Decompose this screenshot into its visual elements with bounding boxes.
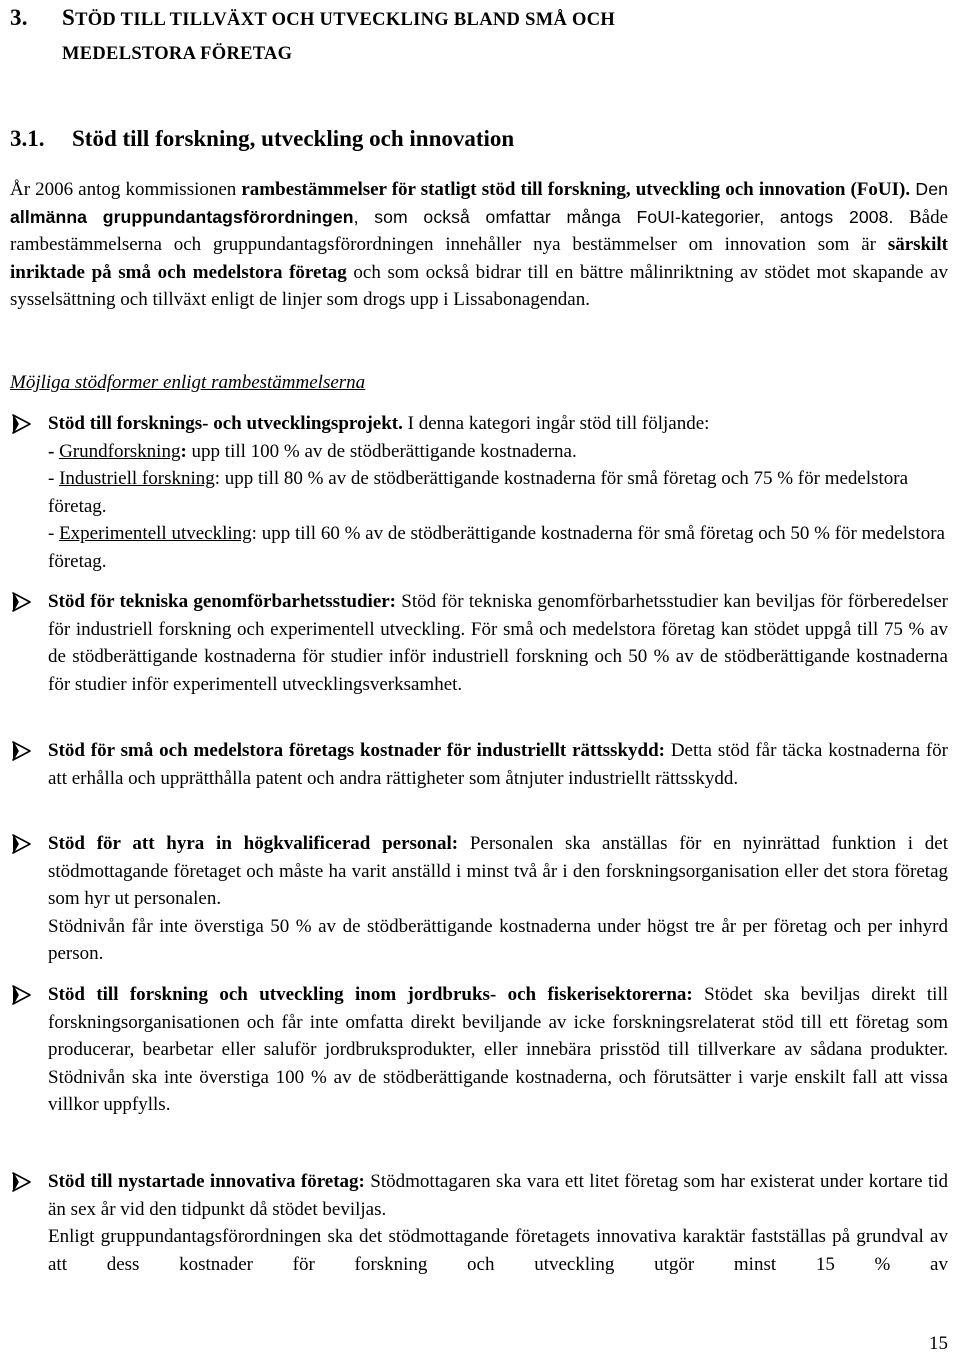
intro-text: Den: [910, 179, 948, 199]
arrowhead-bullet-icon: [10, 413, 32, 435]
subsection-title: Stöd till forskning, utveckling och innovation: [72, 126, 515, 151]
list-item: [10, 588, 948, 698]
arrowhead-bullet-icon: [10, 740, 32, 762]
list-item: [10, 410, 948, 576]
intro-paragraph: [10, 176, 948, 314]
list-item: [10, 981, 948, 1119]
intro-bold: rambestämmelser för statligt stöd till forskning, utveckling och innovation (FoUI).: [241, 179, 911, 200]
dash: -: [48, 440, 60, 462]
colon: :: [180, 440, 187, 462]
intro-text: och som också bidrar till en bättre målinriktning av stödet mot skapande av sysselsättning och tillväxt enligt de linjer som drogs upp i Lissabonagendan.: [10, 261, 948, 311]
arrowhead-bullet-icon: [10, 1171, 32, 1193]
item-text: upp till 80 % av de stödberättigande kostnaderna för små företag och 75 % för medelstora företag.: [48, 468, 909, 517]
item-text: Enligt gruppundantagsförordningen ska det stödmottagande företagets innovativa karaktär fastställas på grundval av att dess kostnader för forskning och utveckling utgör minst 15 % av: [48, 1226, 948, 1275]
item-text: Detta stöd får täcka kostnaderna för att erhålla och upprätthålla patent och andra rättigheter som åtnjuter industriellt rättsskydd.: [48, 740, 949, 789]
list-item: [10, 1168, 948, 1278]
item-title: Stöd för tekniska genomförbarhetsstudier:: [48, 591, 397, 612]
subsection-heading: [10, 123, 950, 154]
intro-text: År 2006 antog kommissionen: [10, 179, 242, 200]
section-title: STÖD TILL TILLVÄXT OCH UTVECKLING BLAND SMÅ OCH MEDELSTORA FÖRETAG: [62, 5, 616, 64]
intro-bold: särskilt inriktade på små och medelstora företag: [10, 234, 948, 283]
item-text: upp till 60 % av de stödberättigande kostnaderna för små företag och 50 % för medelstora företag.: [48, 523, 945, 572]
subsection-number: 3.1.: [10, 126, 45, 151]
arrowhead-bullet-icon: [10, 591, 32, 613]
item-text: Stödet ska beviljas direkt till forskningsorganisationen och får inte omfatta direkt beviljande av icke forskningsrelaterat stöd till ett företag som producerar, bearbetar eller saluför jordbruksprodukter, eller innebära prisstöd till tillverkare av sådana produkter. Stödnivån ska inte överstiga 100 % av de stödberättigande kostnaderna, och förutsätter i varje enskilt fall att vissa villkor uppfylls.: [48, 984, 948, 1116]
item-text: Stödmottagaren ska vara ett litet företag som har existerat under kortare tid än sex år vid den tidpunkt då stödet beviljas.: [48, 1171, 949, 1220]
section-number: 3.: [10, 5, 28, 30]
item-title: Stöd för att hyra in högkvalificerad personal:: [48, 833, 459, 854]
colon: :: [214, 468, 221, 490]
term: Industriell forskning: [59, 468, 215, 490]
item-title: Stöd för små och medelstora företags kostnader för industriellt rättsskydd:: [48, 740, 665, 761]
list-item: [10, 830, 948, 968]
item-title: Stöd till forsknings- och utvecklingsprojekt.: [48, 413, 403, 434]
item-title: Stöd till forskning och utveckling inom jordbruks- och fiskerisektorerna:: [48, 984, 693, 1005]
dash: -: [48, 468, 60, 490]
item-title: Stöd till nystartade innovativa företag:: [48, 1171, 365, 1192]
dash: -: [48, 523, 60, 545]
item-text: Stöd för tekniska genomförbarhetsstudier kan beviljas för förberedelser för industriell forskning och experimentell utveckling. För små och medelstora företag kan stödet uppgå till 75 % av de stödberättigande kostnaderna för studier inför industriell forskning och 50 % av de stödberättigande kostnaderna för studier inför experimentell utvecklingsverksamhet.: [48, 591, 948, 695]
intro-text: , som också omfattar många FoUI-kategorier, antogs 2008.: [353, 206, 894, 227]
intro-bold: allmänna gruppundantagsförordningen: [10, 206, 354, 227]
section-label: Möjliga stödformer enligt rambestämmelserna: [10, 372, 366, 393]
arrowhead-bullet-icon: [10, 833, 32, 855]
section-heading: [10, 2, 950, 70]
item-text: Stödnivån får inte överstiga 50 % av de stödberättigande kostnaderna under högst tre år per företag och per inhyrd person.: [48, 915, 948, 965]
item-text: I denna kategori ingår stöd till följande:: [402, 413, 710, 434]
term: Experimentell utveckling: [59, 523, 252, 545]
colon: :: [251, 523, 257, 545]
intro-text: Både rambestämmelserna och gruppundantagsförordningen innehåller nya bestämmelser om innovation som är: [10, 206, 948, 256]
arrowhead-bullet-icon: [10, 984, 32, 1006]
term: Grundforskning: [59, 440, 181, 462]
item-text: upp till 100 % av de stödberättigande kostnaderna.: [186, 440, 577, 462]
list-item: [10, 737, 948, 792]
page-number: 15: [929, 1333, 948, 1354]
item-text: Personalen ska anställas för en nyinrättad funktion i det stödmottagande företaget och måste ha varit anställd i minst två år i den forskningsorganisation eller det stora företag som hyr ut personalen.: [48, 833, 948, 910]
